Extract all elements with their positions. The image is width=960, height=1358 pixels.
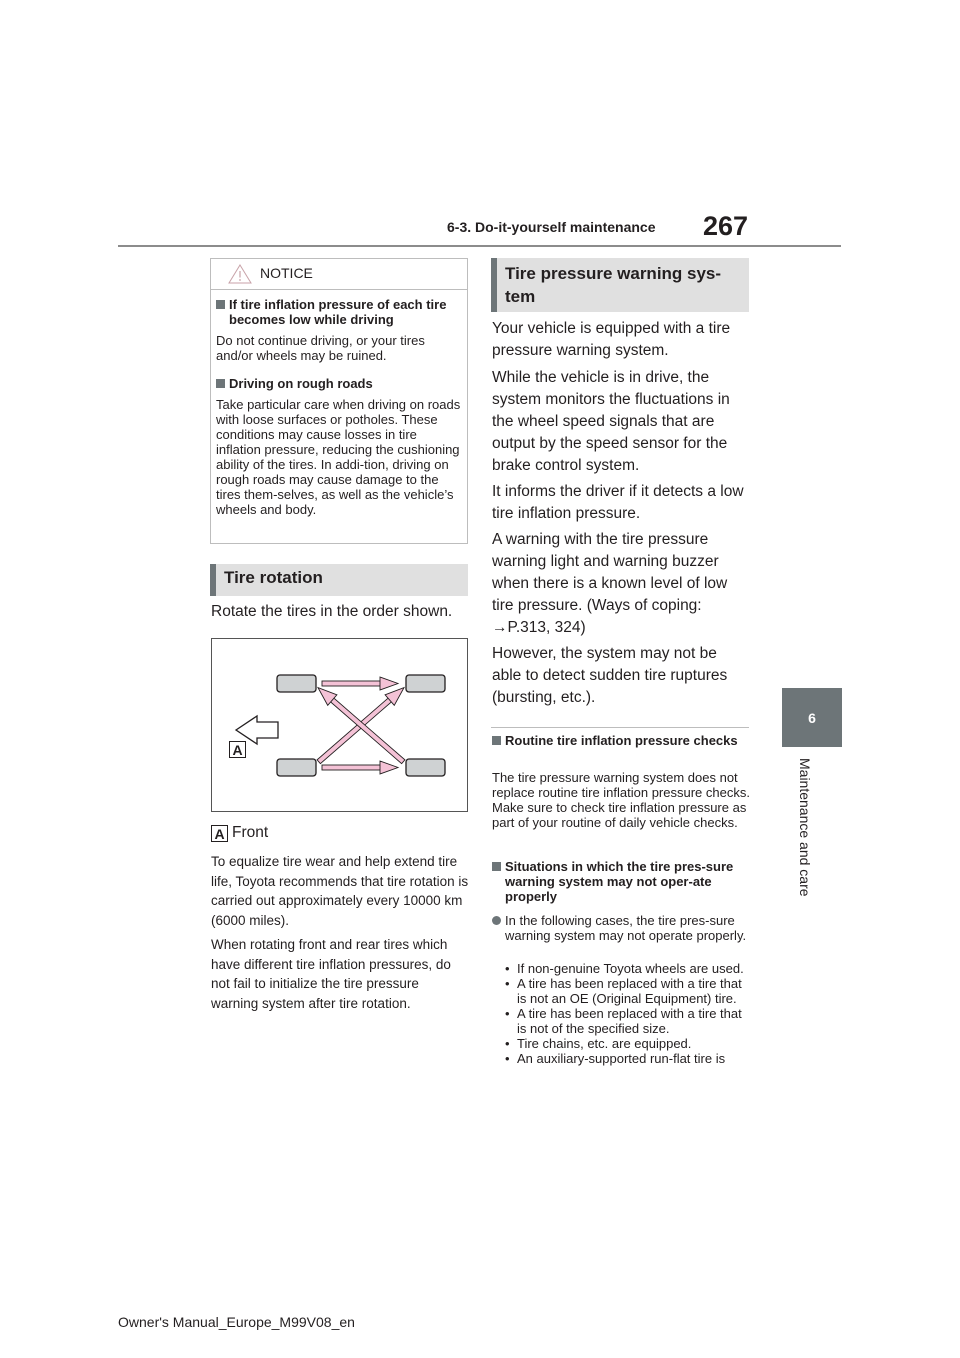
tire-rotation-note-1: To equalize tire wear and help extend tire life, Toyota recommends that tire rotation is carried out approximately every 10000 km (6000 miles). [211,854,469,928]
notice-item-text: Take particular care when driving on roads with loose surfaces or potholes. These conditions may cause losses in tire inflation pressure, reducing the cushioning ability of the tires. In addi-tion, driving on rough roads may cause damage to the tires them-selves, as well as the vehicle’s wheels and body. [216,397,461,517]
square-bullet-icon [216,300,225,309]
page-number: 267 [703,211,749,241]
routine-checks-heading: Routine tire inflation pressure checks [492,733,750,748]
tpws-paragraph-5: However, the system may not be able to detect sudden tire ruptures (bursting, etc.). [492,645,728,706]
tpws-paragraph-3: It informs the driver if it detects a low tire inflation pressure. [492,483,744,522]
square-bullet-icon [216,379,225,388]
list-item: • A tire has been replaced with a tire that is not of the specified size. [505,1006,742,1036]
notice-item-heading: Driving on rough roads [216,376,463,391]
routine-checks-text: The tire pressure warning system does not replace routine tire inflation pressure checks. Make sure to check tire inflation pressure as part of your routine of daily vehicle checks. [492,770,750,830]
list-item: • If non-genuine Toyota wheels are used. [505,961,744,976]
list-item: • Tire chains, etc. are equipped. [505,1036,692,1051]
rotation-diagram-graphic [212,639,469,813]
figure-label-front: A [229,741,246,758]
footer-text: Owner's Manual_Europe_M99V08_en [118,1314,355,1330]
figure-caption [211,822,469,844]
notice-box [210,258,468,544]
tire-rotation-heading: Tire rotation [210,564,468,596]
tpws-paragraph-2: While the vehicle is in drive, the system monitors the fluctuations in the wheel speed signals that are output by the speed sensor for the brake control system. [492,369,730,474]
notice-body [211,290,467,517]
caption-text: Front [232,824,269,841]
rear-left-tire [277,759,316,776]
tpws-heading: Tire pressure warning sys-tem [491,258,749,312]
situations-list [505,961,750,1066]
rear-right-tire [406,759,445,776]
list-item: • A tire has been replaced with a tire that is not an OE (Original Equipment) tire. [505,976,742,1006]
chapter-title-text: Maintenance and care [797,758,813,897]
square-bullet-icon [492,736,501,745]
notice-item-heading: If tire inflation pressure of each tire becomes low while driving [216,297,463,327]
situations-intro: In the following cases, the tire pres-sure warning system may not operate properly. [492,913,750,943]
notice-item-text: Do not continue driving, or your tires and/or wheels may be ruined. [216,333,425,363]
circle-bullet-icon [492,916,501,925]
chapter-number: 6 [808,709,816,726]
tire-rotation-note-2: When rotating front and rear tires which have different tire inflation pressures, do not fail to initialize the tire pressure warning system after tire rotation. [211,937,451,1011]
square-bullet-icon [492,862,501,871]
list-item: • An auxiliary-supported run-flat tire is [505,1051,726,1066]
warning-triangle-icon [227,263,253,285]
section-divider [491,727,749,728]
tpws-paragraph-4: A warning with the tire pressure warning light and warning buzzer when there is a known level of low tire pressure. (Ways of coping: →P.313, 324) [492,531,728,636]
chapter-title [798,758,814,913]
rotation-arrow-front [322,677,398,690]
chapter-tab[interactable] [782,688,842,747]
front-direction-arrow-icon [236,716,278,744]
front-right-tire [406,675,445,692]
tpws-paragraph-1: Your vehicle is equipped with a tire pressure warning system. [492,320,731,359]
notice-label: NOTICE [260,265,313,281]
notice-header [211,259,467,290]
rotation-arrow-rear [322,761,398,774]
header-divider [118,245,841,247]
caption-label: A [211,825,228,842]
situations-heading: Situations in which the tire pres-sure warning system may not oper-ate properly [492,859,750,904]
tire-rotation-diagram [211,638,468,812]
section-header: 6-3. Do-it-yourself maintenance [447,219,656,235]
front-left-tire [277,675,316,692]
tire-rotation-intro: Rotate the tires in the order shown. [211,603,453,620]
